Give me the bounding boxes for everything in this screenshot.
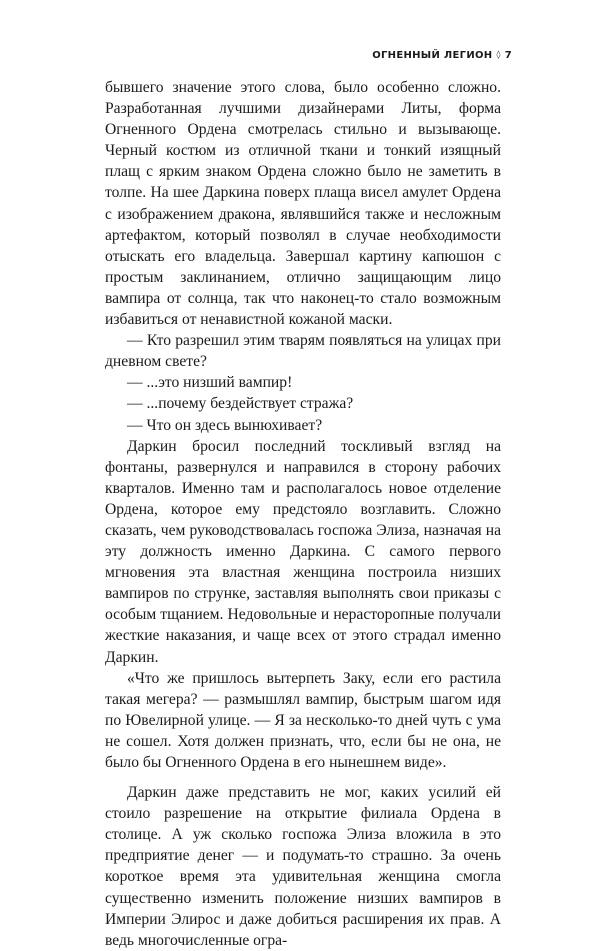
dialogue-line: — Что он здесь вынюхивает? (127, 416, 323, 434)
paragraph: Даркин бросил последний тоскливый взгляд на фонтаны, развернулся и направился в сторону рабочих кварталов. Именно там и располагалось новое отделение Ордена, которое ему предстояло возглавить. Сложно сказать, чем руководствовалась госпожа Элиза, назначая на эту должность именно Даркина. С самого первого мгновения эта властная женщина построила низших вампиров по струнке, заставляя выполнять свои приказы с особым тщанием. Недовольные и нерасторопные получали жесткие наказания, и чаще всех от этого страдал именно Даркин. (105, 437, 501, 666)
page-number: 7 (504, 50, 512, 61)
diamond-separator-icon: ◊ (496, 50, 501, 59)
dialogue-line: — ...это низший вампир! (127, 374, 293, 392)
dialogue-line: — ...почему бездействует стража? (127, 395, 354, 413)
body-text (105, 77, 501, 951)
paragraph: Даркин даже представить не мог, каких усилий ей стоило разрешение на открытие филиала Ордена в столице. А уж сколько госпожа Элиза вложила в это предприятие денег — и подумать-то страшно. За очень короткое время эта удивительная женщина смогла существенно изменить положение низших вампиров в Империи Элирос и даже добиться расширения их прав. А ведь многочисленные огра- (105, 784, 501, 949)
paragraph-thought: «Что же пришлось вытерпеть Заку, если его растила такая мегера? — размышлял вампир, быстрым шагом идя по Ювелирной улице. — Я за несколько-то дней чуть с ума не сошел. Хотя должен признать, что, если бы не она, не было бы Огненного Ордена в его нынешнем виде». (105, 669, 501, 771)
running-header (372, 50, 512, 61)
paragraph-continuation: бывшего значение этого слова, было особенно сложно. Разработанная лучшими дизайнерами Литы, форма Огненного Ордена смотрелась стильно и вызывающе. Черный костюм из отличной ткани и тонкий изящный плащ с ярким знаком Ордена сложно было не заметить в толпе. На шее Даркина поверх плаща висел амулет Ордена с изображением дракона, являвшийся также и несложным артефактом, который позволял в случае необходимости отыскать его владельца. Завершал картину капюшон с простым заклинанием, отлично защищающим лицо вампира от солнца, так что наконец-то стало возможным избавиться от ненавистной кожаной маски. (105, 79, 501, 329)
book-title: ОГНЕННЫЙ ЛЕГИОН (372, 50, 493, 61)
dialogue-line: — Кто разрешил этим тварям появляться на улицах при дневном свете? (105, 332, 501, 371)
